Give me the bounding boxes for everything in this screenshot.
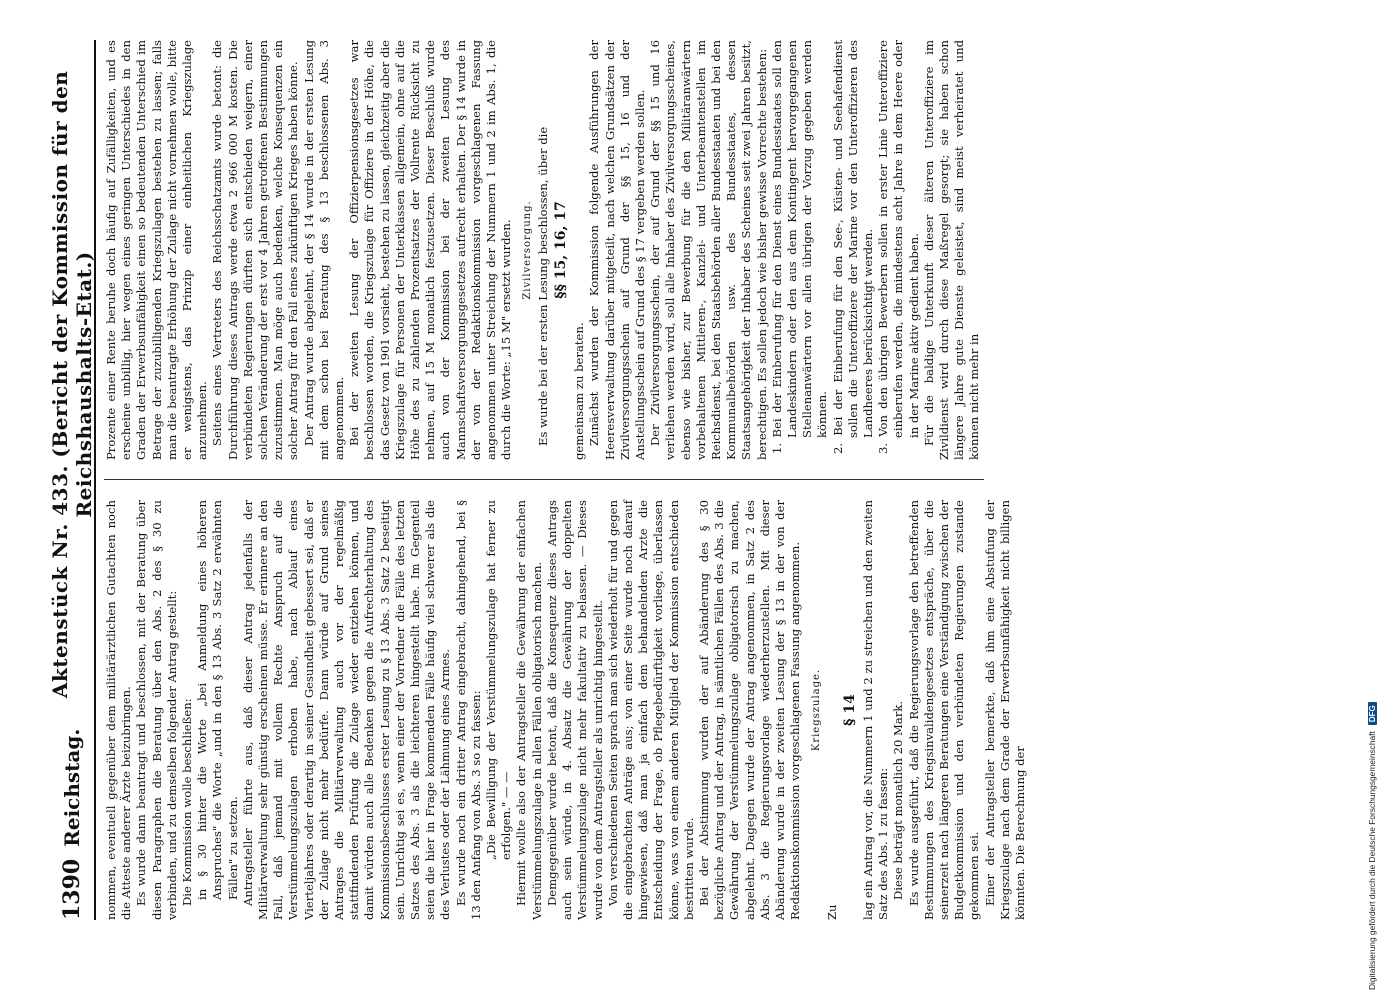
paragraph: Der Antrag wurde abgelehnt, der § 14 wurde in der ersten Lesung mit dem schon bei Beratung des § 13 beschlossenen Abs. 3 angenommen. <box>301 40 347 460</box>
dfg-logo: DFG <box>1368 702 1377 725</box>
section-zu-label: Zu <box>824 904 839 920</box>
quoted-motion: Diese beträgt monatlich 20 Mark. <box>891 700 906 900</box>
paragraph: Hiermit wollte also der Antragsteller die Gewährung der einfachen Verstümmelungszulage in allen Fällen obligatorisch machen. <box>514 500 544 920</box>
list-item: 1. Bei der Einberufung für den Dienst eines Bundesstaates soll den Landeskindern oder den aus dem Kontingent hervorgegangenen Stellenanwärtern vor allen übrigen der Vorzug gegeben werden können. <box>769 40 830 454</box>
paragraph: Es wurde bei der ersten Lesung beschlossen, über die <box>535 126 550 446</box>
list-item: 2. Bei der Einberufung für den See-, Küsten- und Seehafendienst sollen die Unteroffiziere der Marine vor den Unteroffizieren des Landheeres berücksichtigt werden. <box>830 40 875 454</box>
publication-name: Reichstag. <box>60 728 84 847</box>
paragraph: Bei der zweiten Lesung der Offizierpensionsgesetzes war beschlossen worden, die Kriegszulage für Offiziere in der Höhe, die das Gesetz von 1901 vorsieht, bestehen zu lassen, gleichzeitig aber die Kriegszulage für Personen der Unterklassen allgemein, ohne auf die Höhe des zu zahlenden Prozentsatzes der Vollrente Rücksicht zu nehmen, auf 15 M monatlich festzusetzen. Dieser Beschluß wurde auch von der Kommission bei der zweiten Lesung des Mannschaftsversorgungsgesetzes aufrecht erhalten. Der § 14 wurde in der von der Redaktionskommission vorgeschlagenen Fassung angenommen unter Streichung der Nummern 1 und 2 im Abs. 1, die durch die Worte: „15 M" ersetzt wurden. <box>347 40 514 460</box>
quoted-motion: „Die Bewilligung der Verstümmelungszulage hat ferner zu erfolgen." — — <box>484 500 514 860</box>
page-title: Aktenstück Nr. 433. (Bericht der Kommission für den Reichshaushalts-Etat.) <box>48 70 96 699</box>
paragraph: Seitens eines Vertreters des Reichsschatzamts wurde betont: die Durchführung dieses Antrags werde etwa 2 966 000 M kosten. Die verbündeten Regierungen dürften sich entschieden weigern, einer solchen Veränderung der erst vor 4 Jahren getroffenen Bestimmungen zuzustimmen. Man möge auch bedenken, welche Konsequenzen ein solcher Antrag für den Fall eines zukünftigen Krieges haben könne. <box>210 40 301 460</box>
paragraph: Für die baldige Unterkunft dieser älteren Unteroffiziere im Zivildienst wird durch diese Maßregel gesorgt; sie haben schon längere Jahre gute Dienste geleistet, sind meist verheiratet und können nicht mehr in <box>921 40 982 460</box>
right-column <box>104 40 984 460</box>
quoted-motion: in § 30 hinter die Worte „bei Anmeldung eines höheren Anspruches" die Worte „und in den § 13 Abs. 3 Satz 2 erwähnten Fällen" zu setzen. <box>195 500 240 900</box>
paragraph: Bei der Abstimmung wurden der auf Abänderung des § 30 bezügliche Antrag und der Antrag, in sämtlichen Fällen des Abs. 3 die Gewährung der Verstümmelungszulage obligatorisch zu machen, abgelehnt. Dagegen wurde der Antrag angenommen, in Satz 2 des Abs. 3 die Regierungsvorlage wiederherzustellen. Mit dieser Abänderung wurde in der zweiten Lesung der § 13 in der von der Redaktionskommission vorgeschlagenen Fassung angenommen. <box>696 500 803 920</box>
paragraph: Einer der Antragsteller bemerkte, daß ihm eine Abstufung der Kriegszulage nach dem Grade der Erwerbsunfähigkeit nicht billigen könnten. Die Berechnung der <box>982 500 1027 920</box>
paragraph: Es wurde noch ein dritter Antrag eingebracht, dahingehend, bei § 13 den Anfang von Abs. 3 so zu fassen: <box>453 500 483 920</box>
paragraph: Es wurde dann beantragt und beschlossen, mit der Beratung über diesen Paragraphen die Beratung über den Abs. 2 des § 30 zu verbinden, und zu demselben folgender Antrag gestellt: <box>134 500 179 920</box>
paragraph: Demgegenüber wurde betont, daß die Konsequenz dieses Antrags auch sein würde, in 4. Absatz die Gewährung der doppelten Verstümmelungszulage nicht mehr fakultativ zu belassen. — Dieses wurde von dem Antragsteller als unrichtig hingestellt. <box>544 500 605 920</box>
paragraph: Der Zivilversorgungsschein, der auf Grund der §§ 15 und 16 verliehen werden wird, soll alle Inhaber des Zivilversorgungsscheines, ebenso wie bisher, zur Bewerbung für die den Militäranwärtern vorbehaltenen Mittleren-, Kanzlei- und Unterbeamtenstellen im Reichsdienst, bei den Staatsbehörden aller Bundesstaaten und bei den Kommunalbehörden usw. des Bundesstaates, dessen Staatsangehörigkeit der Inhaber des Scheines seit zwei Jahren besitzt, berechtigen. Es sollen jedoch wie bisher gewisse Vorrechte bestehen: <box>648 40 769 460</box>
digitization-note <box>1365 10 1379 990</box>
paragraph: nommen, eventuell gegenüber dem militärärztlichen Gutachten noch die Atteste anderer Ärzte beizubringen. <box>104 500 134 920</box>
page-number: 1390 <box>59 858 85 920</box>
digitization-text: Digitalisierung gefördert durch die Deutsche Forschungsgemeinschaft <box>1367 731 1377 990</box>
column-divider <box>104 479 984 480</box>
paragraph: Es wurde ausgeführt, daß die Regierungsvorlage den betreffenden Bestimmungen des Kriegsinvalidengesetzes entspräche, über die seinerzeit nach längeren Beratungen eine Verständigung zwischen der Budgetkommission und den verbündeten Regierungen zustande gekommen sei. <box>906 500 982 920</box>
section-heading: Zivilversorgung. <box>522 200 534 300</box>
paragraph: gemeinsam zu beraten. <box>572 322 587 460</box>
paragraph: Die Kommission wolle beschließen: <box>180 698 195 906</box>
section-heading: Kriegszulage. <box>811 668 823 752</box>
paragraph: Zunächst wurden der Kommission folgende Ausführungen der Heeresverwaltung darüber mitgeteilt, nach welchen Grundsätzen der Zivilversorgungsschein auf Grund der §§ 15, 16 und der Anstellungsschein auf Grund des § 17 vergeben werden sollen. <box>587 40 647 460</box>
left-column <box>104 500 1027 920</box>
paragraph: Antragsteller führte aus, daß dieser Antrag jedenfalls der Militärverwaltung sehr günstig erscheinen müsse. Er erinnere an den Fall, daß jemand mit vollem Rechte Anspruch auf die Verstümmelungszulagen erhoben habe, nach Ablauf eines Vierteljahres oder derartig in seiner Gesundheit gebessert sei, daß er der Zulage nicht mehr bedürfe. Dann würde auf Grund seines Antrages die Militärverwaltung auch vor der regelmäßig stattfindenden Prüfung die Zulage wieder entziehen können, und damit würden auch alle Bedenken gegen die Aufrechterhaltung des Kommissionsbeschlusses erster Lesung zu § 13 Abs. 3 Satz 2 beseitigt sein. Unrichtig sei es, wenn einer der Vorredner die Fälle des letzten Satzes des Abs. 3 als die leichteren hingestellt habe. Im Gegenteil seien die hier in Frage kommenden Fälle häufig viel schwerer als die des Verlustes oder der Lähmung eines Armes. <box>240 500 453 920</box>
section-paragraph-number: §§ 15, 16, 17 <box>552 201 569 299</box>
paragraph: lag ein Antrag vor, die Nummern 1 und 2 zu streichen und den zweiten Satz des Abs. 1 zu fassen: <box>860 500 891 920</box>
list-item: 3. Von den übrigen Bewerbern sollen in erster Linie Unteroffiziere einberufen werden, die mindestens acht Jahre in dem Heere oder in der Marine aktiv gedient haben. <box>876 40 921 454</box>
page-header <box>50 40 96 920</box>
paragraph: Von verschiedenen Seiten sprach man sich wiederholt für und gegen die eingebrachten Anträge aus; von einer Seite wurde noch darauf hingewiesen, daß man ja einfach dem behandelnden Arzte die Entscheidung der Frage, ob Pflegebedürftigkeit vorliege, überlassen könne, was von einem anderen Mitglied der Kommission entschieden bestritten wurde. <box>605 500 696 920</box>
document-page <box>40 0 1320 980</box>
paragraph: Prozente einer Rente beruhe doch häufig auf Zufälligkeiten, und es erscheine unbillig, hier wegen eines geringen Unterschiedes in den Graden der Erwerbsunfähigkeit einen so bedeutenden Unterschied im Betrage der zuzubilligenden Kriegszulagen bestehen zu lassen; falls man die beantragte Erhöhung der Zulage nicht vornehmen wolle, bitte er wenigstens, das Prinzip einer einheitlichen Kriegszulage anzunehmen. <box>104 40 210 460</box>
section-paragraph-number: § 14 <box>841 694 858 726</box>
